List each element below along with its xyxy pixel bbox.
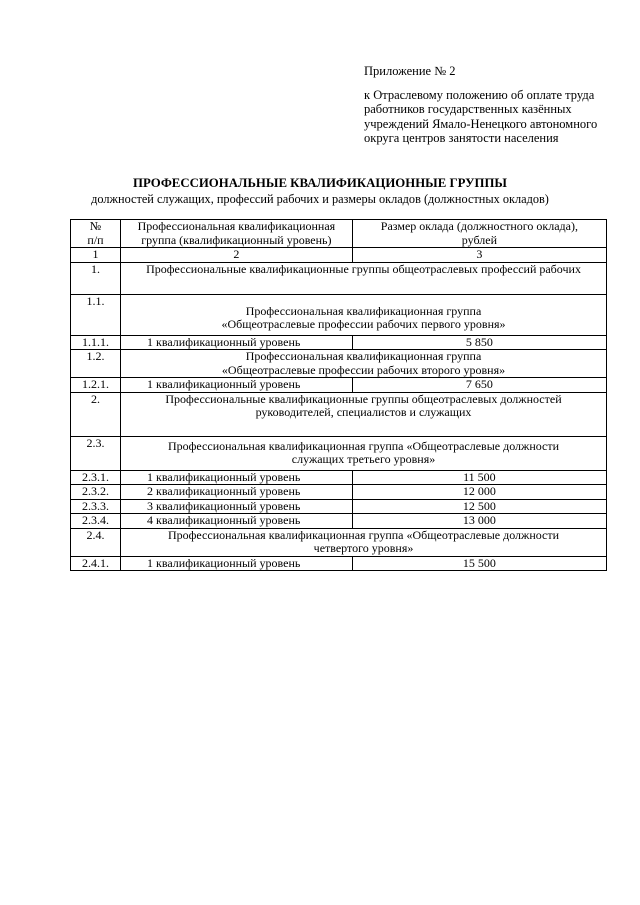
appendix-line: учреждений Ямало-Ненецкого автономного <box>364 116 598 131</box>
group-title <box>121 528 607 556</box>
salary-value: 5 850 <box>352 335 606 350</box>
table-row <box>71 528 607 556</box>
salary-value: 13 000 <box>352 514 606 529</box>
salary-value: 12 500 <box>352 499 606 514</box>
row-number: 2.3. <box>71 436 121 470</box>
group-title-line: «Общеотраслевые профессии рабочих второго уровня» <box>221 362 506 377</box>
header-group-line: Профессиональная квалификационная <box>137 219 336 233</box>
group-title-line: четвертого уровня» <box>313 541 414 555</box>
row-number: 2. <box>71 392 121 436</box>
header-salary-cell <box>352 220 606 248</box>
row-number: 2.4. <box>71 528 121 556</box>
row-number: 2.4.1. <box>71 556 121 571</box>
table-row <box>71 392 607 436</box>
section-title <box>121 392 607 436</box>
level-label: 1 квалификационный уровень <box>121 378 353 393</box>
table-row <box>71 436 607 470</box>
row-number: 2.3.1. <box>71 470 121 485</box>
section-title-line: Профессиональные квалификационные группы общеотраслевых должностей <box>165 391 562 406</box>
level-label: 1 квалификационный уровень <box>121 335 353 350</box>
header-group-line: группа (квалификационный уровень) <box>141 232 332 247</box>
salary-value: 15 500 <box>352 556 606 571</box>
section-title-line: руководителей, специалистов и служащих <box>255 405 472 419</box>
section-title: Профессиональные квалификационные группы общеотраслевых профессий рабочих <box>121 262 607 294</box>
appendix-line: к Отраслевому положению об оплате труда <box>364 87 595 102</box>
row-number: 1. <box>71 262 121 294</box>
level-label: 2 квалификационный уровень <box>121 485 353 500</box>
appendix-line: округа центров занятости населения <box>364 131 559 146</box>
group-title-line: Профессиональная квалификационная группа «Общеотраслевые должности <box>167 527 560 542</box>
appendix-block <box>364 64 624 146</box>
row-number: 1.2.1. <box>71 378 121 393</box>
index-cell: 1 <box>71 248 121 263</box>
table-row <box>71 470 607 485</box>
document-subtitle: должностей служащих, профессий рабочих и размеры окладов (должностных окладов) <box>91 192 549 206</box>
table-row <box>71 262 607 294</box>
group-title-line: Профессиональная квалификационная группа <box>245 349 482 363</box>
table-row <box>71 378 607 393</box>
level-label: 1 квалификационный уровень <box>121 470 353 485</box>
document-title: ПРОФЕССИОНАЛЬНЫЕ КВАЛИФИКАЦИОННЫЕ ГРУППЫ <box>133 176 507 190</box>
group-title <box>121 294 607 335</box>
group-title <box>121 436 607 470</box>
row-number: 1.2. <box>71 350 121 378</box>
table-index-row <box>71 248 607 263</box>
header-salary-line: рублей <box>461 232 497 247</box>
table-row <box>71 556 607 571</box>
index-cell: 3 <box>352 248 606 263</box>
table-row <box>71 514 607 529</box>
table-row <box>71 335 607 350</box>
salary-value: 7 650 <box>352 378 606 393</box>
salary-value: 11 500 <box>352 470 606 485</box>
header-num-line: № <box>89 219 102 233</box>
header-num-cell <box>71 220 121 248</box>
row-number: 2.3.3. <box>71 499 121 514</box>
group-title-line: Профессиональная квалификационная группа «Общеотраслевые должности <box>167 438 560 453</box>
level-label: 3 квалификационный уровень <box>121 499 353 514</box>
group-title <box>121 350 607 378</box>
salary-value: 12 000 <box>352 485 606 500</box>
appendix-number: Приложение № 2 <box>364 64 456 78</box>
header-num-line: п/п <box>87 232 104 247</box>
index-cell: 2 <box>121 248 353 263</box>
group-title-line: «Общеотраслевые профессии рабочих первого уровня» <box>221 317 506 331</box>
salary-table <box>70 219 607 571</box>
table-row <box>71 485 607 500</box>
row-number: 2.3.4. <box>71 514 121 529</box>
table-header-row <box>71 220 607 248</box>
row-number: 1.1.1. <box>71 335 121 350</box>
appendix-line: работников государственных казённых <box>364 102 572 117</box>
table-row <box>71 294 607 335</box>
group-title-line: Профессиональная квалификационная группа <box>245 303 482 318</box>
level-label: 4 квалификационный уровень <box>121 514 353 529</box>
row-number: 1.1. <box>71 294 121 335</box>
header-group-cell <box>121 220 353 248</box>
table-row <box>71 350 607 378</box>
group-title-line: служащих третьего уровня» <box>291 452 436 466</box>
header-salary-line: Размер оклада (должностного оклада), <box>380 219 578 233</box>
table-row <box>71 499 607 514</box>
level-label: 1 квалификационный уровень <box>121 556 353 571</box>
row-number: 2.3.2. <box>71 485 121 500</box>
